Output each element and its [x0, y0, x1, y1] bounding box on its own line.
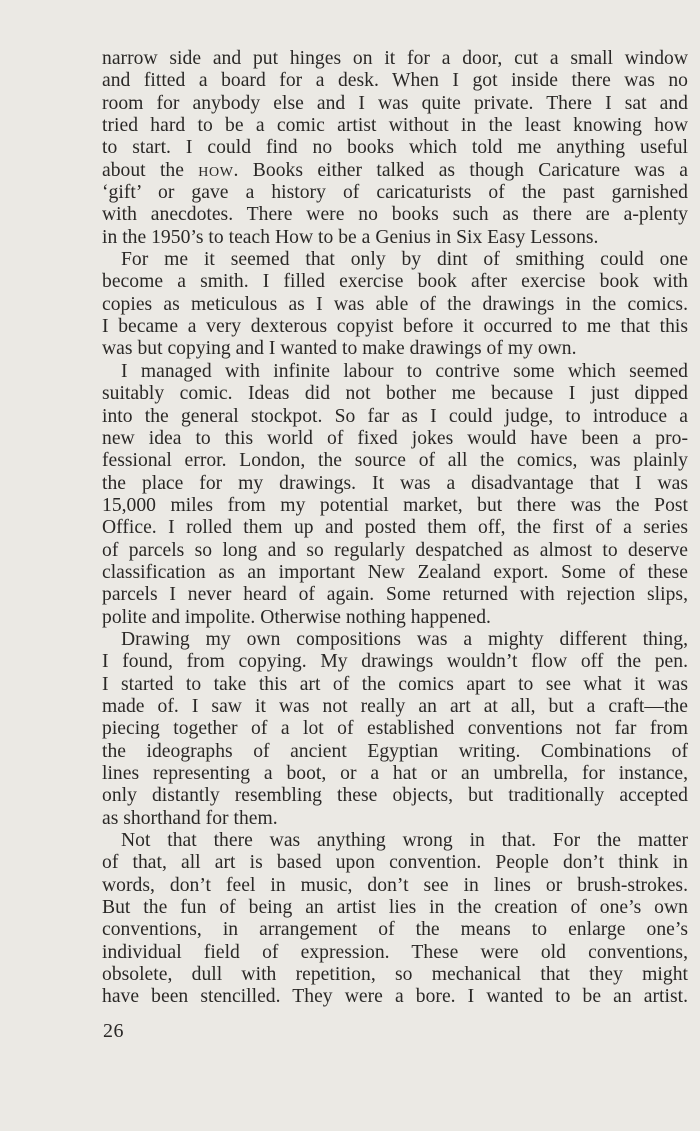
text-line: piecing together of a lot of established conventions not far from [102, 718, 688, 740]
text-line: Office. I rolled them up and posted them off, the first of a series [102, 517, 688, 539]
text-line: tried hard to be a comic artist without in the least knowing how [102, 115, 688, 137]
text-line: I found, from copying. My drawings wouldn’t flow off the pen. [102, 651, 688, 673]
text-fragment: about the [102, 159, 199, 181]
text-line: polite and impolite. Otherwise nothing happened. [102, 606, 491, 628]
text-line: 15,000 miles from my potential market, but there was the Post [102, 494, 688, 516]
text-line: conventions, in arrangement of the means to enlarge one’s [102, 919, 688, 941]
page-body [102, 48, 688, 1009]
page-number: 26 [103, 1020, 124, 1042]
text-line: narrow side and put hinges on it for a door, cut a small window [102, 48, 688, 69]
text-line: with anecdotes. There were no books such as there are a-plenty [102, 204, 688, 226]
text-line: room for anybody else and I was quite private. There I sat and [102, 92, 688, 114]
paragraph-5 [102, 830, 688, 1009]
text-line: ‘gift’ or gave a history of caricaturists of the past garnished [102, 182, 688, 204]
text-line: was but copying and I wanted to make drawings of my own. [102, 338, 577, 360]
text-line: to start. I could find no books which told me anything useful [102, 137, 688, 159]
text-line: new idea to this world of fixed jokes would have been a pro- [102, 427, 688, 449]
text-line: in the 1950’s to teach How to be a Genius in Six Easy Lessons. [102, 226, 599, 248]
text-line-composite [102, 160, 688, 182]
text-line: I managed with infinite labour to contrive some which seemed [121, 360, 688, 382]
text-line: into the general stockpot. So far as I could judge, to introduce a [102, 405, 688, 427]
text-line: obsolete, dull with repetition, so mechanical that they might [102, 964, 688, 986]
paragraph-4 [102, 629, 688, 830]
text-line: words, don’t feel in music, don’t see in lines or brush-strokes. [102, 874, 688, 896]
paragraph-1 [102, 48, 688, 249]
text-line: Drawing my own compositions was a mighty different thing, [121, 628, 688, 650]
text-line: the place for my drawings. It was a disadvantage that I was [102, 472, 688, 494]
text-line: I started to take this art of the comics apart to see what it was [102, 673, 688, 695]
text-line: become a smith. I filled exercise book after exercise book with [102, 271, 688, 293]
text-line: as shorthand for them. [102, 807, 278, 829]
text-line: of parcels so long and so regularly despatched as almost to deserve [102, 539, 688, 561]
text-line: I became a very dexterous copyist before it occurred to me that this [102, 316, 688, 338]
text-line: only distantly resembling these objects, but traditionally accepted [102, 785, 688, 807]
small-caps-how: how [198, 159, 234, 181]
text-line: suitably comic. Ideas did not bother me because I just dipped [102, 383, 688, 405]
text-line: the ideographs of ancient Egyptian writing. Combinations of [102, 740, 688, 762]
text-line: parcels I never heard of again. Some returned with rejection slips, [102, 584, 688, 606]
text-line: For me it seemed that only by dint of smithing could one [121, 249, 688, 271]
text-line: made of. I saw it was not really an art at all, but a craft—the [102, 695, 688, 717]
text-line: classification as an important New Zealand export. Some of these [102, 561, 688, 583]
text-line: copies as meticulous as I was able of the drawings in the comics. [102, 293, 688, 315]
text-fragment: . Books either talked as though Caricature was a [233, 159, 688, 181]
text-line: fessional error. London, the source of all the comics, was plainly [102, 450, 688, 472]
text-line: But the fun of being an artist lies in the creation of one’s own [102, 897, 688, 919]
paragraph-2 [102, 249, 688, 361]
text-line: have been stencilled. They were a bore. I wanted to be an artist. [102, 986, 688, 1008]
text-line: individual field of expression. These were old conventions, [102, 941, 688, 963]
paragraph-3 [102, 361, 688, 629]
text-line: of that, all art is based upon convention. People don’t think in [102, 852, 688, 874]
text-line: and fitted a board for a desk. When I got inside there was no [102, 70, 688, 92]
text-line: lines representing a boot, or a hat or an umbrella, for instance, [102, 763, 688, 784]
text-line: Not that there was anything wrong in that. For the matter [121, 830, 688, 852]
